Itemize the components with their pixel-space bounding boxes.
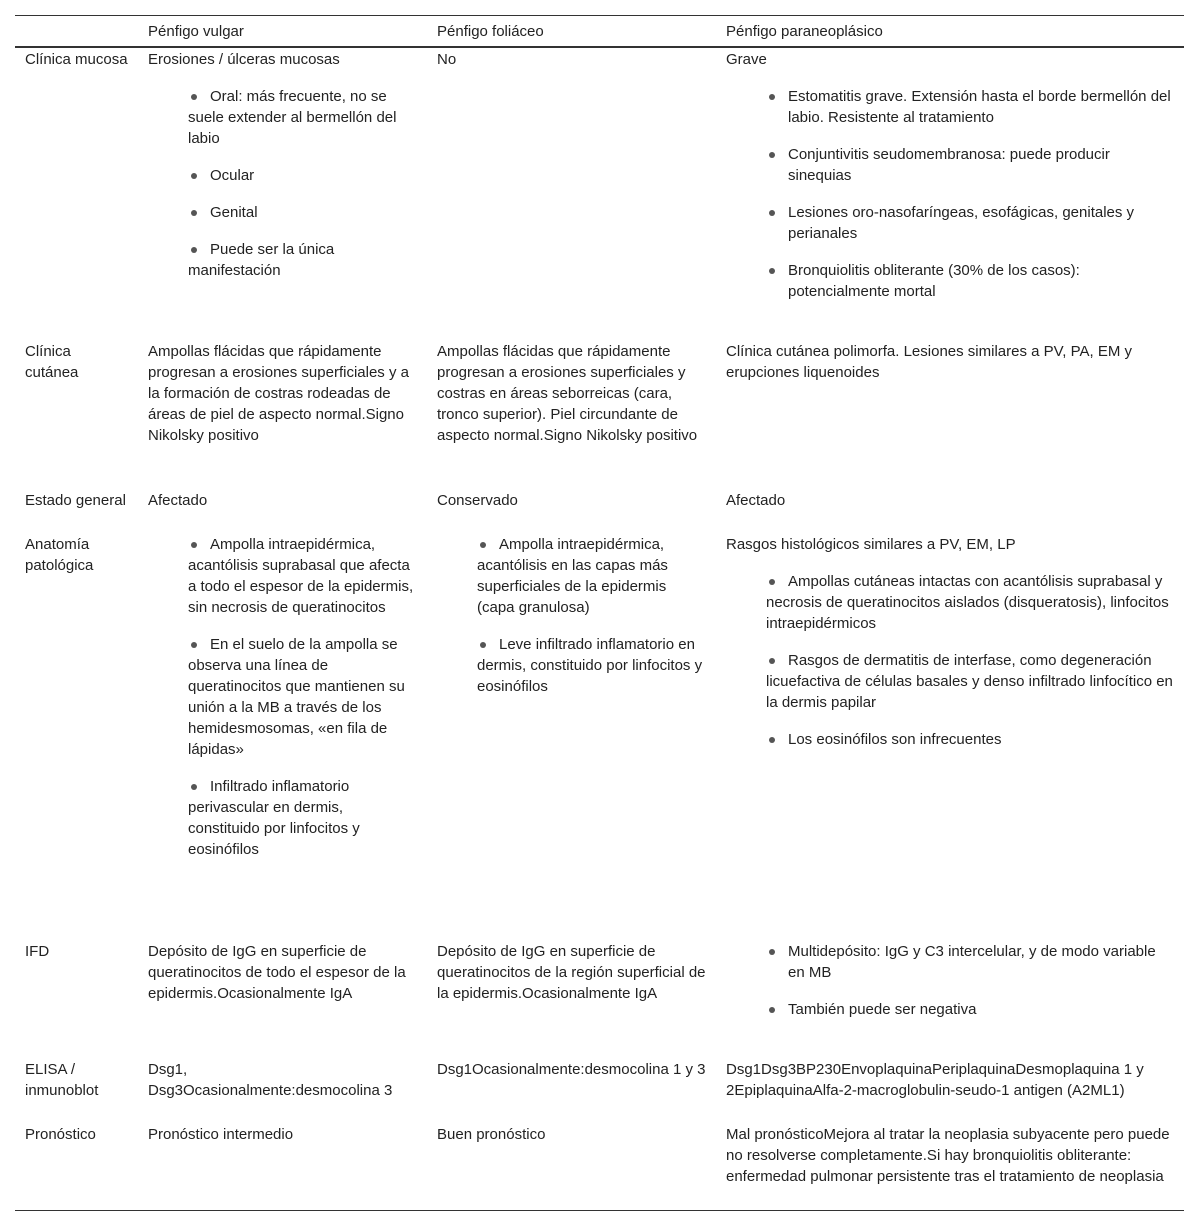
table-header	[15, 16, 1184, 48]
list-item: Infiltrado inflamatorio perivascular en dermis, constituido por linfocitos y eosinófilos	[188, 776, 417, 860]
list-item: Ampolla intraepidérmica, acantólisis suprabasal que afecta a todo el espesor de la epidermis, sin necrosis de queratinocitos	[188, 534, 417, 618]
cell-elisa-foliaceo: Dsg1Ocasionalmente:desmocolina 1 y 3	[437, 1061, 706, 1078]
list-item: Ampollas cutáneas intactas con acantólisis suprabasal y necrosis de queratinocitos aislados (disqueratosis), linfocitos intraepidérmicos	[766, 571, 1174, 634]
header-cell-foliaceo: Pénfigo foliáceo	[437, 23, 544, 40]
cell-pronostico-foliaceo: Buen pronóstico	[437, 1126, 546, 1143]
row-label-estado: Estado general	[25, 492, 126, 509]
list-item: Puede ser la única manifestación	[188, 239, 417, 281]
header-cell-paraneoplasico: Pénfigo paraneoplásico	[726, 23, 883, 40]
bullet-list	[148, 534, 417, 860]
cell-text: Erosiones / úlceras mucosas	[148, 51, 340, 68]
row-label-mucosa: Clínica mucosa	[25, 51, 128, 68]
list-item: Conjuntivitis seudomembranosa: puede producir sinequias	[766, 144, 1174, 186]
bullet-list	[148, 86, 417, 281]
cell-pronostico-vulgar: Pronóstico intermedio	[148, 1126, 294, 1143]
cell-estado-paraneo: Afectado	[726, 492, 786, 509]
cell-ifd-paraneo	[716, 940, 1184, 1058]
list-item: Estomatitis grave. Extensión hasta el borde bermellón del labio. Resistente al tratamiento	[766, 86, 1174, 128]
cell-elisa-vulgar: Dsg1, Dsg3Ocasionalmente:desmocolina 3	[148, 1061, 393, 1099]
table-row	[15, 489, 1184, 533]
row-label-pronostico: Pronóstico	[25, 1126, 96, 1143]
bullet-list	[726, 571, 1174, 750]
list-item: También puede ser negativa	[766, 999, 1174, 1020]
comparison-table	[15, 15, 1184, 1211]
table-row	[15, 1058, 1184, 1123]
cell-text: Grave	[726, 51, 767, 68]
cell-ifd-vulgar: Depósito de IgG en superficie de queratinocitos de todo el espesor de la epidermis.Ocasionalmente IgA	[148, 943, 406, 1002]
table-row	[15, 533, 1184, 940]
cell-cutanea-vulgar: Ampollas flácidas que rápidamente progresan a erosiones superficiales y a la formación de costras rodeadas de áreas de piel de aspecto normal.Signo Nikolsky positivo	[148, 343, 409, 444]
table-row	[15, 48, 1184, 340]
cell-anatomia-foliaceo	[427, 533, 716, 940]
cell-cutanea-paraneo: Clínica cutánea polimorfa. Lesiones similares a PV, PA, EM y erupciones liquenoides	[726, 343, 1133, 381]
list-item: Oral: más frecuente, no se suele extender al bermellón del labio	[188, 86, 417, 149]
list-item: Leve infiltrado inflamatorio en dermis, constituido por linfocitos y eosinófilos	[477, 634, 706, 697]
bullet-list	[437, 534, 706, 697]
cell-mucosa-paraneo	[716, 48, 1184, 340]
table-row	[15, 340, 1184, 489]
cell-text: Rasgos histológicos similares a PV, EM, LP	[726, 536, 1016, 553]
bullet-list	[726, 86, 1174, 302]
row-label-cutanea: Clínica cutánea	[25, 343, 79, 381]
cell-cutanea-foliaceo: Ampollas flácidas que rápidamente progresan a erosiones superficiales y costras en áreas seborreicas (cara, tronco superior). Piel circundante de aspecto normal.Signo Nikolsky positivo	[437, 343, 698, 444]
list-item: Genital	[188, 202, 417, 223]
row-label-elisa: ELISA / inmunoblot	[25, 1061, 99, 1099]
list-item: Lesiones oro-nasofaríngeas, esofágicas, genitales y perianales	[766, 202, 1174, 244]
cell-anatomia-paraneo	[716, 533, 1184, 940]
list-item: En el suelo de la ampolla se observa una línea de queratinocitos que mantienen su unión a la MB a través de los hemidesmosomas, «en fila de lápidas»	[188, 634, 417, 760]
table-row	[15, 1123, 1184, 1210]
table-row	[15, 940, 1184, 1058]
header-cell-vulgar: Pénfigo vulgar	[148, 23, 244, 40]
list-item: Los eosinófilos son infrecuentes	[766, 729, 1174, 750]
cell-pronostico-paraneo: Mal pronósticoMejora al tratar la neoplasia subyacente pero puede no resolverse completamente.Si hay bronquiolitis obliterante: enfermedad pulmonar persistente tras el tratamiento de neoplasia	[726, 1126, 1170, 1185]
cell-ifd-foliaceo: Depósito de IgG en superficie de queratinocitos de la región superficial de la epidermis.Ocasionalmente IgA	[437, 943, 706, 1002]
cell-elisa-paraneo: Dsg1Dsg3BP230EnvoplaquinaPeriplaquinaDesmoplaquina 1 y 2EpiplaquinaAlfa-2-macroglobulin-seudo-1 antigen (A2ML1)	[726, 1061, 1144, 1099]
cell-mucosa-vulgar	[138, 48, 427, 340]
row-label-anatomia: Anatomía patológica	[25, 536, 94, 574]
row-label-ifd: IFD	[25, 943, 50, 960]
list-item: Multidepósito: IgG y C3 intercelular, y de modo variable en MB	[766, 941, 1174, 983]
bullet-list	[726, 941, 1174, 1020]
list-item: Rasgos de dermatitis de interfase, como degeneración licuefactiva de células basales y denso infiltrado linfocítico en la dermis papilar	[766, 652, 1173, 711]
list-item: Ampolla intraepidérmica, acantólisis en las capas más superficiales de la epidermis (capa granulosa)	[477, 534, 706, 618]
header-cell-empty	[15, 16, 138, 46]
cell-estado-foliaceo: Conservado	[437, 492, 518, 509]
list-item: Bronquiolitis obliterante (30% de los casos): potencialmente mortal	[766, 260, 1174, 302]
cell-anatomia-vulgar	[138, 533, 427, 940]
cell-estado-vulgar: Afectado	[148, 492, 208, 509]
list-item: Ocular	[188, 165, 417, 186]
cell-mucosa-foliaceo: No	[437, 51, 457, 68]
